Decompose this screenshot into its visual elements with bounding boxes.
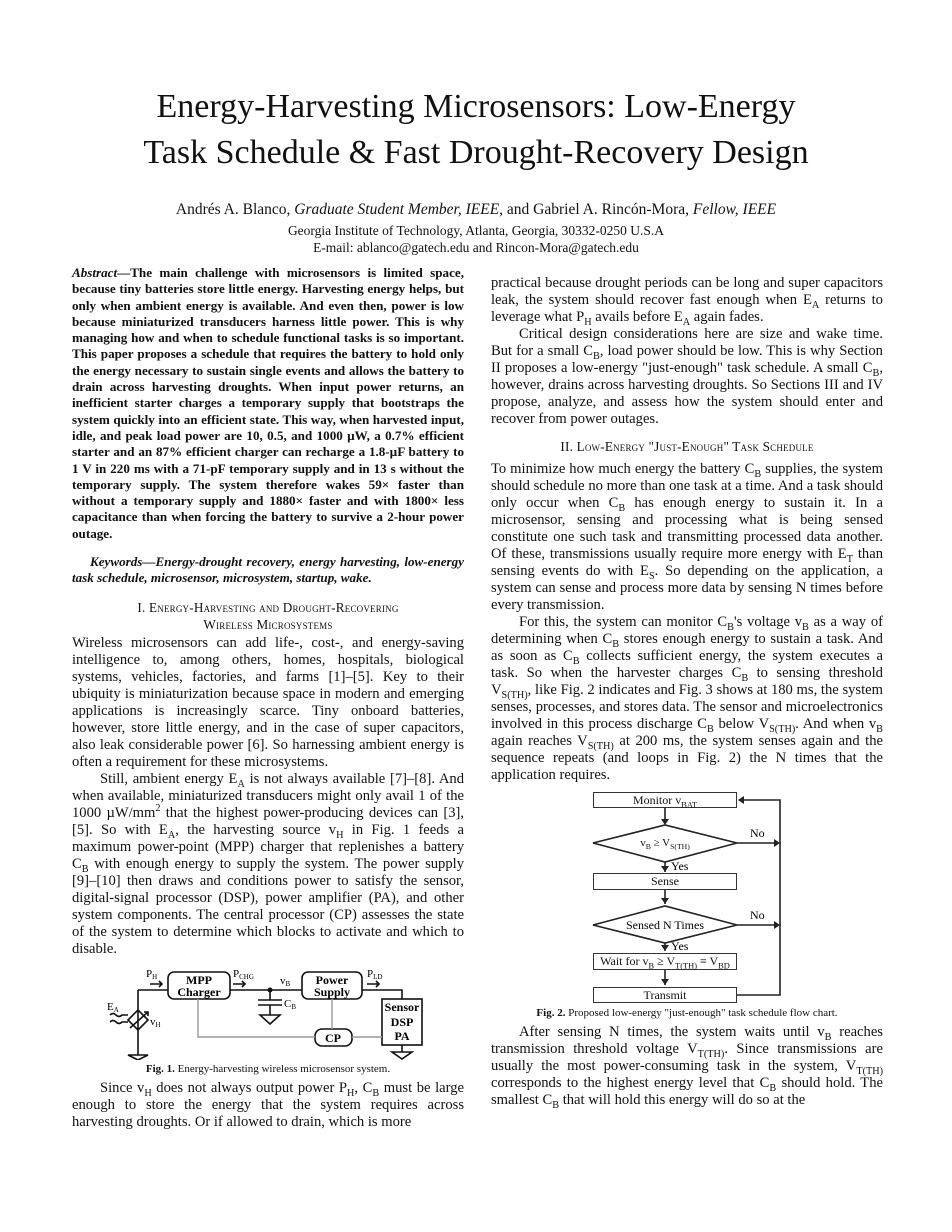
section-2-heading: II. Low-Energy "Just-Enough" Task Schedule (560, 439, 814, 454)
flow-wait-box: Wait for $v_B \ge V_{T(TH)} \equiv V_{BD}$ (593, 953, 737, 970)
paragraph: Since $v_H$ does not always output power $P_H$, $C_B$ must be large enough to store the energy that the system requires across harvesting droughts. Or if allowed to drain, which is more (72, 1079, 464, 1130)
fig2-flowchart (580, 790, 880, 1004)
svg-text:Sensed N Times: Sensed N Times (625, 918, 705, 932)
section-1-heading: I. Energy-Harvesting and Drought-Recovering Wireless Microsystems (137, 599, 399, 632)
svg-text:PCHG: PCHG (233, 967, 254, 981)
paragraph: practical because drought periods can be long and super capacitors leak, the system should recover fast enough when $E_A$ returns to leverage what $P_H$ avails before $E_A$ again fades. (491, 275, 883, 328)
svg-text:Yes: Yes (671, 859, 689, 873)
svg-text:vB: vB (280, 974, 291, 988)
svg-text:Power: Power (315, 972, 349, 987)
svg-text:PLD: PLD (367, 967, 383, 981)
paragraph: For this, the system can monitor $C_B's$ voltage $v_B$ as a way of determining when $C_B$ stores enough energy to sustain a task. And as soon as $C_B$ collects sufficient energy, the system executes a task. So when the harvester charges $C_B$ to sensing threshold $V_{S(TH)}$, like Fig. 2 indicates and Fig. 3 shows at 180 ms, the system senses, processes, and stores data. The sensor and microelectronics involved in this process discharge $C_B$ below $V_{S(TH)}$. And when $v_B$ again reaches $V_{S(TH)}$ at 200 ms, the system senses again and the sequence repeats (and loops in Fig. 2) the N times that the application requires. (491, 614, 883, 783)
paragraph: After sensing N times, the system waits until $v_B$ reaches transmission threshold voltage $V_{T(TH)}$. Since transmissions are usually the most power-consuming task in the system, $V_{T(TH)}$ corresponds to the highest energy level that $C_B$ should hold. The smallest $C_B$ that will hold this energy will do so at the (491, 1024, 883, 1111)
paragraph: To minimize how much energy the battery $C_B$ supplies, the system should schedule no more than one task at a time. And a task should only occur when $C_B$ has enough energy to sustain it. In a microsensor, sensing and processing what is being sensed constitute one such task and transmitting processed data another. Of these, transmissions usually require more energy with $E_T$ than sensing events do with $E_S$. So depending on the application, a system can sense and process more data by sensing N times before every transmission. (491, 461, 883, 613)
svg-text:CP: CP (325, 1030, 341, 1045)
fig1 (72, 960, 464, 1060)
affiliation: Georgia Institute of Technology, Atlanta, Georgia, 30332-0250 U.S.A E-mail: ablanco@gatech.edu and Rincon-Mora@gatech.edu (0, 222, 952, 256)
svg-text:Charger: Charger (177, 984, 221, 999)
svg-text:vH: vH (150, 1015, 161, 1029)
author-line: Andrés A. Blanco, Graduate Student Member, IEEE, and Gabriel A. Rincón-Mora, Fellow, IEEE (175, 201, 777, 218)
svg-text:Sensor: Sensor (384, 999, 420, 1014)
svg-text:No: No (750, 826, 765, 840)
svg-text:MPP: MPP (186, 972, 212, 987)
fig1-block-diagram (70, 960, 470, 1060)
flow-sense-box: Sense (593, 873, 737, 890)
right-column (491, 275, 883, 1109)
paragraph: Wireless microsensors can add life-, cost-, and energy-saving intelligence to, among others, homes, hospitals, biological systems, vehicles, factories, and farms [1]–[5]. Key to their ubiquity is miniaturization because space in modern and emerging applications is increasingly scarce. Tiny onboard batteries, however, store little energy, and in the case of super capacitors, also leak considerable power [6]. So harnessing ambient energy is often a requirement for these microsystems. (72, 634, 464, 770)
decision-1-label: $v_B \ge V_{S(TH)}$ (640, 837, 690, 852)
svg-text:Yes: Yes (671, 939, 689, 953)
svg-text:DSP: DSP (390, 1014, 414, 1029)
svg-text:CB: CB (284, 997, 297, 1011)
fig2-caption: Fig. 2. Proposed low-energy "just-enough" task schedule flow chart. (536, 1007, 838, 1019)
paragraph: Still, ambient energy $E_A$ is not always available [7]–[8]. And when available, miniaturized transducers might only avail 1 of the 1000 $\mu W/mm^2$ that the highest power-producing devices can [3], [5]. So with $E_A$, the harvesting source $v_H$ in Fig. 1 feeds a maximum power-point (MPP) charger that replenishes a battery $C_B$ with enough energy to supply the system. The power supply [9]–[10] then draws and conditions power to satisfy the sensor, digital-signal processor (DSP), power amplifier (PA), and other system components. The central processor (CP) assesses the state of the system to determine which blocks to activate and which to disable. (72, 770, 465, 957)
svg-text:PH: PH (146, 967, 158, 981)
paragraph: Critical design considerations here are size and wake time. But for a small $C_B$, load power should be low. This is why Section II proposes a low-energy "just-enough" task schedule. A small $C_B$, however, drains across harvesting droughts. So Sections III and IV propose, analyze, and assess how the system should enter and recover from power outages. (491, 326, 883, 427)
flow-transmit-box: Transmit (593, 987, 737, 1003)
paper-title: Energy-Harvesting Microsensors: Low-Energy Task Schedule & Fast Drought-Recovery Design (143, 88, 809, 171)
abstract: Abstract—The main challenge with microsensors is limited space, because tiny batteries store little energy. Harvesting energy helps, but only when ambient energy is available. And even then, power is low because miniaturized transducers harness little power. This is why managing how and when to schedule functional tasks is so important. This paper proposes a schedule that requires the battery to hold only the energy necessary to sustain single events and allows the battery to drain across harvesting droughts. When input power returns, an inefficient starter charges a temporary supply that bootstraps the system quickly into an efficient state. This way, when harvested input, idle, and peak load power are 10, 0.5, and 1000 µW, a 0.7% efficient starter and an 87% efficient charger can recharge a 1.8-µF battery to 1 V in 220 ms with a 71-pF temporary supply and in 13 s without the temporary supply. The system therefore wakes 59× faster than without a temporary supply and 1880× faster and with 1800× less capacitance than when forcing the battery to survive a 2-hour power outage. (72, 265, 464, 541)
left-column (72, 265, 464, 1131)
capacitor-icon (258, 990, 282, 1015)
email: E-mail: ablanco@gatech.edu and Rincon-Mora@gatech.edu (313, 240, 639, 255)
wave-icon (110, 1013, 128, 1023)
svg-text:No: No (750, 908, 765, 922)
fig1-caption: Fig. 1. Energy-harvesting wireless microsensor system. (145, 1062, 391, 1075)
keywords: Keywords—Energy-drought recovery, energy harvesting, low-energy task schedule, microsensor, microsystem, startup, wake. (72, 554, 464, 586)
fig2 (491, 790, 883, 1004)
svg-text:PA: PA (394, 1028, 410, 1043)
svg-text:Supply: Supply (313, 984, 351, 999)
svg-text:EA: EA (107, 1000, 119, 1014)
flow-monitor-box: Monitor $v_{BAT}$ (593, 792, 737, 808)
